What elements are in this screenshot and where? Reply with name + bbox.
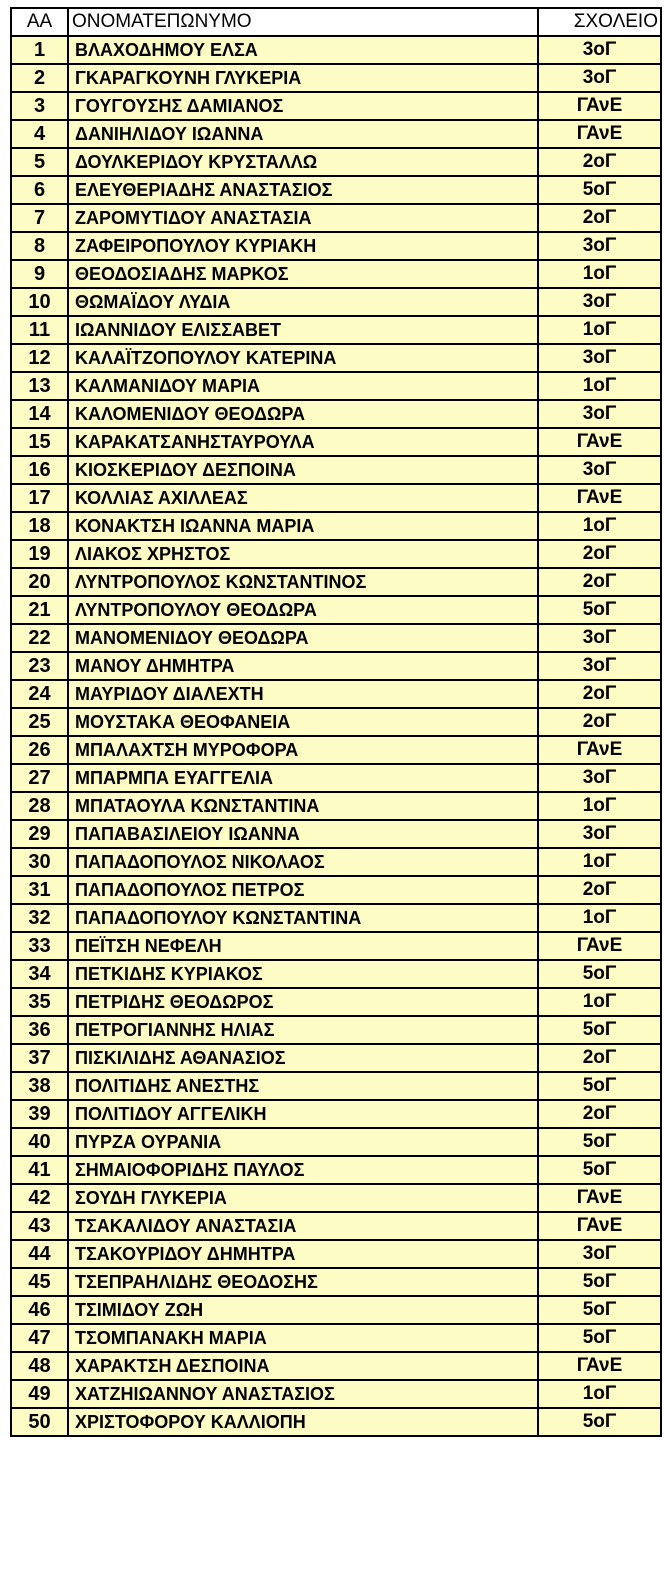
school-code: 5οΓ xyxy=(538,960,661,988)
row-number: 37 xyxy=(11,1044,68,1072)
table-row xyxy=(11,512,661,540)
school-code: 2οΓ xyxy=(538,876,661,904)
school-code: 1οΓ xyxy=(538,988,661,1016)
row-number: 39 xyxy=(11,1100,68,1128)
row-number: 42 xyxy=(11,1184,68,1212)
row-number: 15 xyxy=(11,428,68,456)
table-row xyxy=(11,540,661,568)
student-name: ΘΩΜΑΪΔΟΥ ΛΥΔΙΑ xyxy=(68,288,538,316)
table-row xyxy=(11,36,661,64)
row-number: 27 xyxy=(11,764,68,792)
table-row xyxy=(11,1408,661,1436)
student-name: ΚΑΛΑΪΤΖΟΠΟΥΛΟΥ ΚΑΤΕΡΙΝΑ xyxy=(68,344,538,372)
row-number: 5 xyxy=(11,148,68,176)
student-name: ΛΥΝΤΡΟΠΟΥΛΟΥ ΘΕΟΔΩΡΑ xyxy=(68,596,538,624)
school-code: 2οΓ xyxy=(538,680,661,708)
table-row xyxy=(11,1156,661,1184)
header-school: ΣΧΟΛΕΙΟ xyxy=(538,8,661,36)
school-code: 1οΓ xyxy=(538,1380,661,1408)
row-number: 38 xyxy=(11,1072,68,1100)
student-name: ΜΠΑΡΜΠΑ ΕΥΑΓΓΕΛΙΑ xyxy=(68,764,538,792)
table-row xyxy=(11,92,661,120)
student-name: ΤΣΙΜΙΔΟΥ ΖΩΗ xyxy=(68,1296,538,1324)
table-row xyxy=(11,344,661,372)
student-name: ΙΩΑΝΝΙΔΟΥ ΕΛΙΣΣΑΒΕΤ xyxy=(68,316,538,344)
school-code: 3οΓ xyxy=(538,820,661,848)
student-name: ΠΑΠΑΒΑΣΙΛΕΙΟΥ ΙΩΑΝΝΑ xyxy=(68,820,538,848)
school-code: 5οΓ xyxy=(538,1408,661,1436)
student-name: ΓΟΥΓΟΥΣΗΣ ΔΑΜΙΑΝΟΣ xyxy=(68,92,538,120)
student-name: ΤΣΕΠΡΑΗΛΙΔΗΣ ΘΕΟΔΟΣΗΣ xyxy=(68,1268,538,1296)
table-row xyxy=(11,960,661,988)
table-row xyxy=(11,64,661,92)
student-name: ΠΥΡΖΑ ΟΥΡΑΝΙΑ xyxy=(68,1128,538,1156)
school-code: 3οΓ xyxy=(538,624,661,652)
row-number: 1 xyxy=(11,36,68,64)
school-code: 5οΓ xyxy=(538,596,661,624)
student-name: ΖΑΡΟΜΥΤΙΔΟΥ ΑΝΑΣΤΑΣΙΑ xyxy=(68,204,538,232)
table-row xyxy=(11,1268,661,1296)
table-row xyxy=(11,764,661,792)
school-code: ΓΑνΕ xyxy=(538,932,661,960)
row-number: 26 xyxy=(11,736,68,764)
student-name: ΧΑΤΖΗΙΩΑΝΝΟΥ ΑΝΑΣΤΑΣΙΟΣ xyxy=(68,1380,538,1408)
table-row xyxy=(11,876,661,904)
row-number: 6 xyxy=(11,176,68,204)
student-name: ΜΠΑΛΑΧΤΣΗ ΜΥΡΟΦΟΡΑ xyxy=(68,736,538,764)
student-name: ΚΑΡΑΚΑΤΣΑΝΗΣΤΑΥΡΟΥΛΑ xyxy=(68,428,538,456)
school-code: 1οΓ xyxy=(538,260,661,288)
table-row xyxy=(11,624,661,652)
school-code: 1οΓ xyxy=(538,372,661,400)
school-code: 3οΓ xyxy=(538,400,661,428)
table-row xyxy=(11,316,661,344)
student-name: ΣΟΥΔΗ ΓΛΥΚΕΡΙΑ xyxy=(68,1184,538,1212)
school-code: 2οΓ xyxy=(538,568,661,596)
table-row xyxy=(11,148,661,176)
school-code: ΓΑνΕ xyxy=(538,120,661,148)
row-number: 47 xyxy=(11,1324,68,1352)
student-name: ΛΥΝΤΡΟΠΟΥΛΟΣ ΚΩΝΣΤΑΝΤΙΝΟΣ xyxy=(68,568,538,596)
school-code: 5οΓ xyxy=(538,1016,661,1044)
table-row xyxy=(11,1128,661,1156)
row-number: 9 xyxy=(11,260,68,288)
table-row xyxy=(11,652,661,680)
student-name: ΜΑΝΟΥ ΔΗΜΗΤΡΑ xyxy=(68,652,538,680)
table-header xyxy=(11,8,661,36)
row-number: 34 xyxy=(11,960,68,988)
table-row xyxy=(11,568,661,596)
row-number: 29 xyxy=(11,820,68,848)
school-code: 3οΓ xyxy=(538,764,661,792)
row-number: 7 xyxy=(11,204,68,232)
school-code: ΓΑνΕ xyxy=(538,92,661,120)
row-number: 14 xyxy=(11,400,68,428)
school-code: 1οΓ xyxy=(538,792,661,820)
student-name: ΔΟΥΛΚΕΡΙΔΟΥ ΚΡΥΣΤΑΛΛΩ xyxy=(68,148,538,176)
table-row xyxy=(11,484,661,512)
school-code: ΓΑνΕ xyxy=(538,484,661,512)
table-row xyxy=(11,848,661,876)
table-row xyxy=(11,932,661,960)
table-row xyxy=(11,1352,661,1380)
table-row xyxy=(11,792,661,820)
table-row xyxy=(11,456,661,484)
school-code: 1οΓ xyxy=(538,848,661,876)
row-number: 49 xyxy=(11,1380,68,1408)
student-name: ΠΕΪΤΣΗ ΝΕΦΕΛΗ xyxy=(68,932,538,960)
table-row xyxy=(11,1184,661,1212)
table-row xyxy=(11,1044,661,1072)
student-name: ΕΛΕΥΘΕΡΙΑΔΗΣ ΑΝΑΣΤΑΣΙΟΣ xyxy=(68,176,538,204)
row-number: 22 xyxy=(11,624,68,652)
student-name: ΤΣΑΚΟΥΡΙΔΟΥ ΔΗΜΗΤΡΑ xyxy=(68,1240,538,1268)
row-number: 11 xyxy=(11,316,68,344)
table-row xyxy=(11,1296,661,1324)
row-number: 24 xyxy=(11,680,68,708)
student-name: ΧΑΡΑΚΤΣΗ ΔΕΣΠΟΙΝΑ xyxy=(68,1352,538,1380)
table-row xyxy=(11,288,661,316)
row-number: 32 xyxy=(11,904,68,932)
school-code: 2οΓ xyxy=(538,148,661,176)
school-code: 3οΓ xyxy=(538,288,661,316)
row-number: 33 xyxy=(11,932,68,960)
student-name: ΤΣΑΚΑΛΙΔΟΥ ΑΝΑΣΤΑΣΙΑ xyxy=(68,1212,538,1240)
school-code: 1οΓ xyxy=(538,316,661,344)
table-row xyxy=(11,1240,661,1268)
table-row xyxy=(11,400,661,428)
student-name: ΚΑΛΜΑΝΙΔΟΥ ΜΑΡΙΑ xyxy=(68,372,538,400)
row-number: 46 xyxy=(11,1296,68,1324)
school-code: 5οΓ xyxy=(538,1268,661,1296)
student-name: ΠΑΠΑΔΟΠΟΥΛΟΥ ΚΩΝΣΤΑΝΤΙΝΑ xyxy=(68,904,538,932)
student-name: ΤΣΟΜΠΑΝΑΚΗ ΜΑΡΙΑ xyxy=(68,1324,538,1352)
row-number: 16 xyxy=(11,456,68,484)
row-number: 21 xyxy=(11,596,68,624)
school-code: 1οΓ xyxy=(538,512,661,540)
student-name: ΛΙΑΚΟΣ ΧΡΗΣΤΟΣ xyxy=(68,540,538,568)
student-name: ΘΕΟΔΟΣΙΑΔΗΣ ΜΑΡΚΟΣ xyxy=(68,260,538,288)
row-number: 40 xyxy=(11,1128,68,1156)
header-row xyxy=(11,8,661,36)
school-code: 5οΓ xyxy=(538,1072,661,1100)
student-name: ΜΟΥΣΤΑΚΑ ΘΕΟΦΑΝΕΙΑ xyxy=(68,708,538,736)
school-code: 3οΓ xyxy=(538,652,661,680)
student-roster-table xyxy=(10,7,662,1437)
school-code: 2οΓ xyxy=(538,540,661,568)
row-number: 31 xyxy=(11,876,68,904)
table-row xyxy=(11,1100,661,1128)
table-row xyxy=(11,1072,661,1100)
student-name: ΜΑΝΟΜΕΝΙΔΟΥ ΘΕΟΔΩΡΑ xyxy=(68,624,538,652)
student-name: ΓΚΑΡΑΓΚΟΥΝΗ ΓΛΥΚΕΡΙΑ xyxy=(68,64,538,92)
school-code: 2οΓ xyxy=(538,1044,661,1072)
student-name: ΚΙΟΣΚΕΡΙΔΟΥ ΔΕΣΠΟΙΝΑ xyxy=(68,456,538,484)
row-number: 41 xyxy=(11,1156,68,1184)
student-name: ΣΗΜΑΙΟΦΟΡΙΔΗΣ ΠΑΥΛΟΣ xyxy=(68,1156,538,1184)
school-code: ΓΑνΕ xyxy=(538,1184,661,1212)
student-name: ΠΟΛΙΤΙΔΗΣ ΑΝΕΣΤΗΣ xyxy=(68,1072,538,1100)
table-row xyxy=(11,260,661,288)
row-number: 8 xyxy=(11,232,68,260)
row-number: 28 xyxy=(11,792,68,820)
school-code: 3οΓ xyxy=(538,344,661,372)
student-name: ΔΑΝΙΗΛΙΔΟΥ ΙΩΑΝΝΑ xyxy=(68,120,538,148)
table-row xyxy=(11,820,661,848)
school-code: 3οΓ xyxy=(538,64,661,92)
row-number: 10 xyxy=(11,288,68,316)
table-body xyxy=(11,36,661,1436)
table-row xyxy=(11,680,661,708)
table-row xyxy=(11,204,661,232)
row-number: 19 xyxy=(11,540,68,568)
school-code: 5οΓ xyxy=(538,1324,661,1352)
row-number: 45 xyxy=(11,1268,68,1296)
row-number: 48 xyxy=(11,1352,68,1380)
row-number: 18 xyxy=(11,512,68,540)
school-code: ΓΑνΕ xyxy=(538,736,661,764)
student-name: ΠΕΤΡΟΓΙΑΝΝΗΣ ΗΛΙΑΣ xyxy=(68,1016,538,1044)
student-name: ΠΟΛΙΤΙΔΟΥ ΑΓΓΕΛΙΚΗ xyxy=(68,1100,538,1128)
student-name: ΜΠΑΤΑΟΥΛΑ ΚΩΝΣΤΑΝΤΙΝΑ xyxy=(68,792,538,820)
row-number: 20 xyxy=(11,568,68,596)
row-number: 50 xyxy=(11,1408,68,1436)
row-number: 30 xyxy=(11,848,68,876)
school-code: 2οΓ xyxy=(538,708,661,736)
student-name: ΠΑΠΑΔΟΠΟΥΛΟΣ ΝΙΚΟΛΑΟΣ xyxy=(68,848,538,876)
school-code: 5οΓ xyxy=(538,176,661,204)
school-code: 1οΓ xyxy=(538,904,661,932)
school-code: 5οΓ xyxy=(538,1296,661,1324)
table-row xyxy=(11,1324,661,1352)
student-name: ΠΕΤΡΙΔΗΣ ΘΕΟΔΩΡΟΣ xyxy=(68,988,538,1016)
school-code: 3οΓ xyxy=(538,1240,661,1268)
table-row xyxy=(11,372,661,400)
row-number: 43 xyxy=(11,1212,68,1240)
row-number: 35 xyxy=(11,988,68,1016)
school-code: 3οΓ xyxy=(538,36,661,64)
table-row xyxy=(11,904,661,932)
student-name: ΧΡΙΣΤΟΦΟΡΟΥ ΚΑΛΛΙΟΠΗ xyxy=(68,1408,538,1436)
table-row xyxy=(11,176,661,204)
school-code: ΓΑνΕ xyxy=(538,428,661,456)
student-name: ΚΟΛΛΙΑΣ ΑΧΙΛΛΕΑΣ xyxy=(68,484,538,512)
student-name: ΒΛΑΧΟΔΗΜΟΥ ΕΛΣΑ xyxy=(68,36,538,64)
school-code: 2οΓ xyxy=(538,204,661,232)
student-name: ΚΟΝΑΚΤΣΗ ΙΩΑΝΝΑ ΜΑΡΙΑ xyxy=(68,512,538,540)
row-number: 12 xyxy=(11,344,68,372)
header-number: ΑΑ xyxy=(11,8,68,36)
table-row xyxy=(11,1380,661,1408)
school-code: 3οΓ xyxy=(538,232,661,260)
student-name: ΖΑΦΕΙΡΟΠΟΥΛΟΥ ΚΥΡΙΑΚΗ xyxy=(68,232,538,260)
row-number: 23 xyxy=(11,652,68,680)
school-code: 3οΓ xyxy=(538,456,661,484)
table-row xyxy=(11,1212,661,1240)
table-row xyxy=(11,120,661,148)
row-number: 17 xyxy=(11,484,68,512)
student-name: ΠΑΠΑΔΟΠΟΥΛΟΣ ΠΕΤΡΟΣ xyxy=(68,876,538,904)
table-row xyxy=(11,988,661,1016)
school-code: ΓΑνΕ xyxy=(538,1352,661,1380)
row-number: 4 xyxy=(11,120,68,148)
school-code: 2οΓ xyxy=(538,1100,661,1128)
table-row xyxy=(11,596,661,624)
row-number: 2 xyxy=(11,64,68,92)
table-row xyxy=(11,1016,661,1044)
table-row xyxy=(11,736,661,764)
row-number: 36 xyxy=(11,1016,68,1044)
row-number: 25 xyxy=(11,708,68,736)
school-code: 5οΓ xyxy=(538,1128,661,1156)
header-name: ΟΝΟΜΑΤΕΠΩΝΥΜΟ xyxy=(68,8,538,36)
table-row xyxy=(11,232,661,260)
row-number: 13 xyxy=(11,372,68,400)
school-code: ΓΑνΕ xyxy=(538,1212,661,1240)
student-name: ΜΑΥΡΙΔΟΥ ΔΙΑΛΕΧΤΗ xyxy=(68,680,538,708)
student-name: ΚΑΛΟΜΕΝΙΔΟΥ ΘΕΟΔΩΡΑ xyxy=(68,400,538,428)
row-number: 3 xyxy=(11,92,68,120)
row-number: 44 xyxy=(11,1240,68,1268)
school-code: 5οΓ xyxy=(538,1156,661,1184)
student-name: ΠΕΤΚΙΔΗΣ ΚΥΡΙΑΚΟΣ xyxy=(68,960,538,988)
table-row xyxy=(11,428,661,456)
table-row xyxy=(11,708,661,736)
student-name: ΠΙΣΚΙΛΙΔΗΣ ΑΘΑΝΑΣΙΟΣ xyxy=(68,1044,538,1072)
